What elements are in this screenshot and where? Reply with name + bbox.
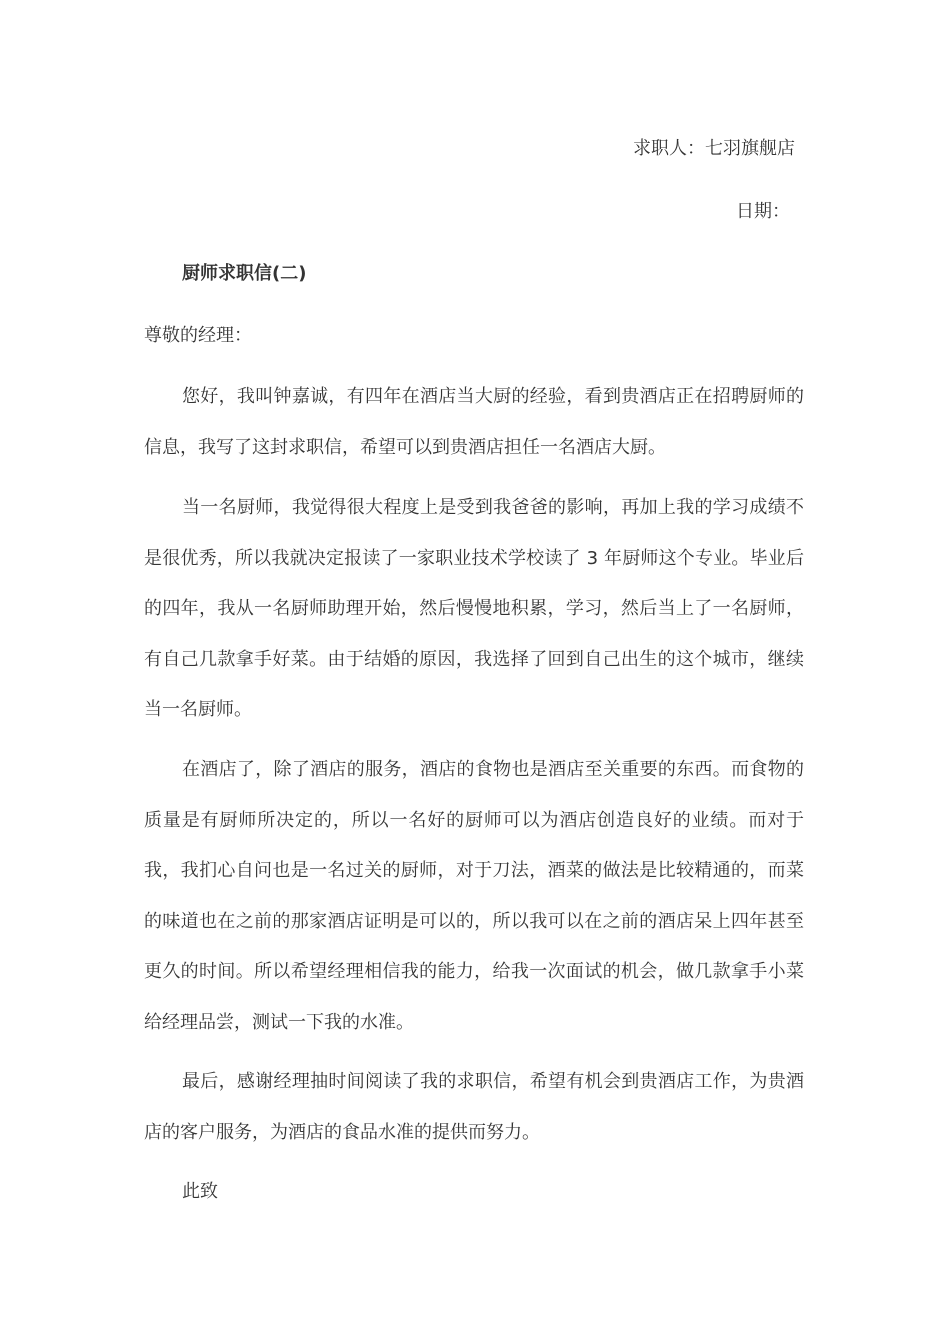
date-line	[736, 200, 790, 224]
paragraph-intro: 您好，我叫钟嘉诚，有四年在酒店当大厨的经验，看到贵酒店正在招聘厨师的信息，我写了这封求职信，希望可以到贵酒店担任一名酒店大厨。	[144, 386, 804, 458]
applicant-name: 七羽旗舰店	[705, 138, 795, 159]
paragraph-qualifications: 在酒店了，除了酒店的服务，酒店的食物也是酒店至关重要的东西。而食物的质量是有厨师所决定的，所以一名好的厨师可以为酒店创造良好的业绩。而对于我，我扪心自问也是一名过关的厨师，对于刀法，酒菜的做法是比较精通的，而菜的味道也在之前的那家酒店证明是可以的，所以我可以在之前的酒店呆上四年甚至更久的时间。所以希望经理相信我的能力，给我一次面试的机会，做几款拿手小菜给经理品尝，测试一下我的水准。	[144, 759, 804, 1033]
applicant-label: 求职人：	[633, 138, 705, 159]
closing: 此致	[182, 1181, 218, 1202]
date-label: 日期：	[736, 201, 790, 222]
letter-title: 厨师求职信(二)	[182, 263, 307, 284]
salutation: 尊敬的经理：	[144, 325, 252, 346]
paragraph-background: 当一名厨师，我觉得很大程度上是受到我爸爸的影响，再加上我的学习成绩不是很优秀，所以我就决定报读了一家职业技术学校读了 3 年厨师这个专业。毕业后的四年，我从一名厨师助理开始，然后慢慢地积累，学习，然后当上了一名厨师，有自己几款拿手好菜。由于结婚的原因，我选择了回到自己出生的这个城市，继续当一名厨师。	[144, 497, 804, 720]
paragraph-conclusion: 最后，感谢经理抽时间阅读了我的求职信，希望有机会到贵酒店工作，为贵酒店的客户服务，为酒店的食品水准的提供而努力。	[144, 1071, 804, 1143]
applicant-line	[633, 137, 795, 161]
